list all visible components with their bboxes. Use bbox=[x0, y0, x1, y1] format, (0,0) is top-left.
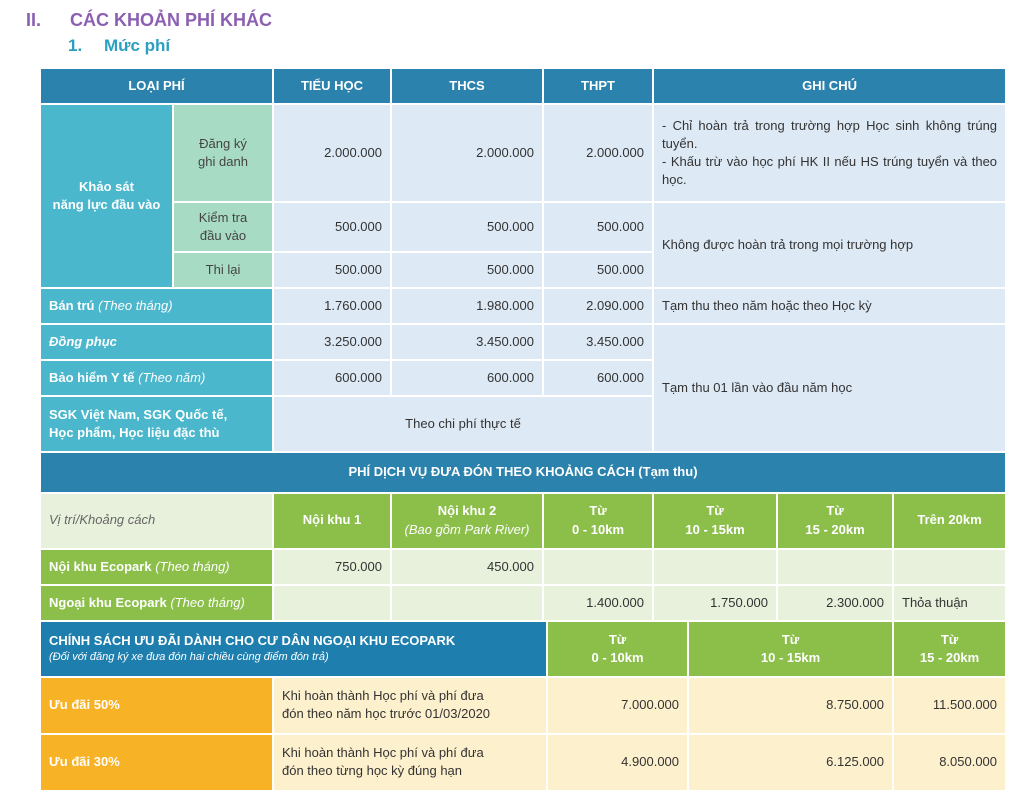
bus-outside-r2: 1.750.000 bbox=[653, 585, 777, 621]
table-row bbox=[40, 585, 1006, 621]
retake-label: Thi lại bbox=[173, 252, 273, 288]
entrance-label bbox=[173, 202, 273, 252]
bus-inside-r3 bbox=[777, 549, 893, 585]
table-row bbox=[40, 288, 1006, 324]
bus-inside-inner2: 450.000 bbox=[391, 549, 543, 585]
register-note bbox=[653, 104, 1006, 202]
bus-inner2-title: Nội khu 2 bbox=[437, 503, 497, 519]
survey-label-line2: năng lực đầu vào bbox=[52, 197, 161, 213]
bus-inner2-header bbox=[391, 493, 543, 549]
bus-outside-text: Ngoại khu Ecopark bbox=[49, 594, 167, 610]
survey-label-line1: Khảo sát bbox=[79, 178, 134, 194]
bus-position-header bbox=[40, 493, 273, 549]
bus-inside-over20 bbox=[893, 549, 1006, 585]
register-note-line1: - Chỉ hoàn trả trong trường hợp Học sinh không trúng tuyển. bbox=[662, 117, 998, 151]
bus-outside-label bbox=[40, 585, 273, 621]
policy-subtitle: (Đối với đăng ký xe đưa đón hai chiều cùng điểm đón trả) bbox=[49, 651, 329, 664]
section-title: CÁC KHOẢN PHÍ KHÁC bbox=[70, 10, 272, 30]
discount50-cond-line2: đón theo năm học trước 01/03/2020 bbox=[282, 706, 491, 722]
bus-inner1-header: Nội khu 1 bbox=[273, 493, 391, 549]
bus-inside-r1 bbox=[543, 549, 653, 585]
discount30-r1: 4.900.000 bbox=[547, 734, 688, 791]
discount30-r2: 6.125.000 bbox=[688, 734, 893, 791]
uniform-label-text: Đồng phục bbox=[49, 334, 117, 350]
bus-outside-inner2 bbox=[391, 585, 543, 621]
bus-outside-inner1 bbox=[273, 585, 391, 621]
retake-high: 500.000 bbox=[543, 252, 653, 288]
bus-inside-unit: (Theo tháng) bbox=[155, 558, 230, 574]
policy-header-row bbox=[40, 621, 1006, 677]
bus-title: PHÍ DỊCH VỤ ĐƯA ĐÓN THEO KHOẢNG CÁCH (Tạm thu) bbox=[40, 452, 1006, 492]
bus-inside-text: Nội khu Ecopark bbox=[49, 558, 152, 574]
books-label-line1: SGK Việt Nam, SGK Quốc tế, bbox=[49, 407, 228, 423]
boarding-note: Tạm thu theo năm hoặc theo Học kỳ bbox=[653, 288, 1006, 324]
subsection-heading bbox=[68, 36, 170, 56]
bus-range3-header bbox=[777, 493, 893, 549]
table-row bbox=[40, 677, 1006, 734]
bus-range2-header bbox=[653, 493, 777, 549]
fee-table bbox=[39, 67, 1007, 792]
bus-range1-header bbox=[543, 493, 653, 549]
once-note: Tạm thu 01 lần vào đầu năm học bbox=[653, 324, 1006, 452]
discount30-r3: 8.050.000 bbox=[893, 734, 1006, 791]
insurance-high: 600.000 bbox=[543, 360, 653, 396]
subsection-title: Mức phí bbox=[104, 36, 171, 55]
register-label-line1: Đăng ký bbox=[199, 135, 247, 151]
insurance-secondary: 600.000 bbox=[391, 360, 543, 396]
entrance-high: 500.000 bbox=[543, 202, 653, 252]
policy-range1-from: Từ bbox=[608, 631, 627, 647]
entrance-label-line1: Kiểm tra bbox=[198, 210, 248, 226]
boarding-primary: 1.760.000 bbox=[273, 288, 391, 324]
books-label-line2: Học phẩm, Học liệu đặc thù bbox=[49, 425, 220, 441]
register-label bbox=[173, 104, 273, 202]
register-secondary: 2.000.000 bbox=[391, 104, 543, 202]
bus-title-row bbox=[40, 452, 1006, 492]
survey-label bbox=[40, 104, 173, 288]
register-primary: 2.000.000 bbox=[273, 104, 391, 202]
insurance-label-text: Bảo hiểm Y tế bbox=[49, 370, 135, 386]
policy-range1-header bbox=[547, 621, 688, 677]
table-row bbox=[40, 549, 1006, 585]
policy-range2-from: Từ bbox=[781, 631, 800, 647]
discount50-label: Ưu đãi 50% bbox=[40, 677, 273, 734]
bus-range3-from: Từ bbox=[826, 503, 844, 519]
bus-outside-r1: 1.400.000 bbox=[543, 585, 653, 621]
section-heading bbox=[26, 10, 272, 31]
policy-range3-header bbox=[893, 621, 1006, 677]
bus-position-text: Vị trí/Khoảng cách bbox=[49, 512, 156, 528]
insurance-label bbox=[40, 360, 273, 396]
boarding-high: 2.090.000 bbox=[543, 288, 653, 324]
header-primary: TIỂU HỌC bbox=[273, 68, 391, 104]
section-number: II. bbox=[26, 10, 42, 30]
entrance-secondary: 500.000 bbox=[391, 202, 543, 252]
discount50-condition bbox=[273, 677, 547, 734]
entrance-primary: 500.000 bbox=[273, 202, 391, 252]
bus-header-row bbox=[40, 493, 1006, 549]
no-refund-note: Không được hoàn trả trong mọi trường hợp bbox=[653, 202, 1006, 288]
boarding-label bbox=[40, 288, 273, 324]
header-high: THPT bbox=[543, 68, 653, 104]
register-note-line2: - Khấu trừ vào học phí HK II nếu HS trúng tuyển và theo học. bbox=[662, 154, 998, 188]
bus-range2-text: 10 - 15km bbox=[685, 521, 745, 537]
books-value: Theo chi phí thực tế bbox=[273, 396, 653, 452]
uniform-secondary: 3.450.000 bbox=[391, 324, 543, 360]
policy-range2-text: 10 - 15km bbox=[760, 649, 821, 665]
header-note: GHI CHÚ bbox=[653, 68, 1006, 104]
bus-range1-text: 0 - 10km bbox=[571, 521, 625, 537]
header-fee-type: LOẠI PHÍ bbox=[40, 68, 273, 104]
subsection-number: 1. bbox=[68, 36, 83, 55]
retake-primary: 500.000 bbox=[273, 252, 391, 288]
table-row bbox=[40, 734, 1006, 791]
bus-inner2-sub: (Bao gồm Park River) bbox=[404, 521, 530, 537]
uniform-primary: 3.250.000 bbox=[273, 324, 391, 360]
boarding-secondary: 1.980.000 bbox=[391, 288, 543, 324]
entrance-label-line2: đầu vào bbox=[199, 228, 247, 244]
uniform-label bbox=[40, 324, 273, 360]
insurance-unit: (Theo năm) bbox=[138, 370, 206, 386]
discount30-cond-line1: Khi hoàn thành Học phí và phí đưa bbox=[282, 745, 484, 761]
bus-inside-r2 bbox=[653, 549, 777, 585]
policy-title-cell bbox=[40, 621, 547, 677]
discount30-label: Ưu đãi 30% bbox=[40, 734, 273, 791]
bus-inside-inner1: 750.000 bbox=[273, 549, 391, 585]
discount30-condition bbox=[273, 734, 547, 791]
discount30-cond-line2: đón theo từng học kỳ đúng hạn bbox=[282, 763, 463, 779]
bus-range1-from: Từ bbox=[589, 503, 607, 519]
policy-range3-from: Từ bbox=[940, 631, 959, 647]
register-label-line2: ghi danh bbox=[198, 154, 248, 170]
bus-over20-header: Trên 20km bbox=[893, 493, 1006, 549]
bus-outside-unit: (Theo tháng) bbox=[170, 594, 245, 610]
policy-range2-header bbox=[688, 621, 893, 677]
bus-range3-text: 15 - 20km bbox=[805, 521, 865, 537]
uniform-high: 3.450.000 bbox=[543, 324, 653, 360]
insurance-primary: 600.000 bbox=[273, 360, 391, 396]
register-high: 2.000.000 bbox=[543, 104, 653, 202]
discount50-cond-line1: Khi hoàn thành Học phí và phí đưa bbox=[282, 688, 484, 704]
policy-title: CHÍNH SÁCH ƯU ĐÃI DÀNH CHO CƯ DÂN NGOẠI KHU ECOPARK bbox=[49, 632, 456, 648]
boarding-unit: (Theo tháng) bbox=[98, 298, 173, 314]
table-row bbox=[40, 104, 1006, 202]
table-header-row bbox=[40, 68, 1006, 104]
discount50-r2: 8.750.000 bbox=[688, 677, 893, 734]
header-secondary: THCS bbox=[391, 68, 543, 104]
bus-range2-from: Từ bbox=[706, 503, 724, 519]
policy-range1-text: 0 - 10km bbox=[591, 649, 644, 665]
table-row bbox=[40, 324, 1006, 360]
discount50-r1: 7.000.000 bbox=[547, 677, 688, 734]
policy-range3-text: 15 - 20km bbox=[919, 649, 980, 665]
discount50-r3: 11.500.000 bbox=[893, 677, 1006, 734]
bus-outside-r3: 2.300.000 bbox=[777, 585, 893, 621]
boarding-label-text: Bán trú bbox=[49, 298, 95, 314]
bus-outside-over20: Thỏa thuận bbox=[893, 585, 1006, 621]
books-label bbox=[40, 396, 273, 452]
bus-inside-label bbox=[40, 549, 273, 585]
retake-secondary: 500.000 bbox=[391, 252, 543, 288]
table-row bbox=[40, 202, 1006, 252]
